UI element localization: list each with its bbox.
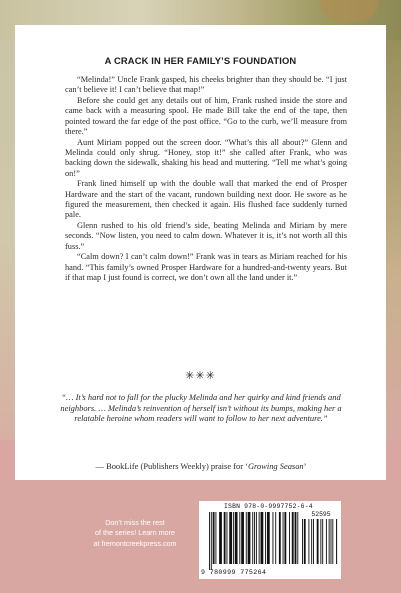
right-photo-band <box>386 40 401 440</box>
isbn-label: ISBN 978-0-9997752-6-4 <box>224 503 313 510</box>
barcode-bar <box>302 519 303 564</box>
barcode-bar <box>252 512 253 564</box>
barcode-bar <box>209 512 210 570</box>
barcode-bar <box>308 519 309 564</box>
barcode-bar <box>248 512 251 564</box>
section-divider: ✳✳✳ <box>185 370 216 382</box>
barcode-bar <box>297 512 298 564</box>
ean-digits: 9 780999 775264 <box>201 569 267 576</box>
review-credit <box>51 461 351 471</box>
excerpt-paragraph: Before she could get any details out of him, Frank rushed inside the store and came back with a measuring spool. He made Bill take the end of the tape, then pointed toward the far edge of the post office. “Go to the curb, we’ll measure from there.” <box>65 95 347 137</box>
barcode-bar <box>313 519 314 564</box>
barcode-bar <box>261 512 264 564</box>
barcode-bar <box>226 512 227 564</box>
barcode-bar <box>211 512 212 570</box>
barcode-bar <box>289 512 290 564</box>
promo-line: of the series! Learn more <box>95 528 175 538</box>
barcode-bar <box>331 519 332 564</box>
barcode-bar <box>219 512 222 564</box>
excerpt-paragraph: Frank lined himself up with the double wall that marked the end of Prosper Hardware and the start of the vacant, rundown building next door. He swore as he figured the measurement, then checked it again. His flushed face suddenly turned pale. <box>65 179 347 220</box>
barcode-bar <box>322 519 323 564</box>
barcode-bar <box>215 512 216 564</box>
barcode-bar <box>246 512 247 564</box>
ean-barcode-bars <box>209 512 301 570</box>
barcode-bar <box>317 519 319 564</box>
review-quote: “… It’s hard not to fall for the plucky Melinda and her quirky and kind friends and neighbors. … Melinda’s reinvention of herself isn’t without its bumps, making her a relatable heroine whom readers will want to follow to her next adventure.” <box>60 392 342 423</box>
barcode-bar <box>311 519 312 564</box>
credit-suffix: ’ <box>303 461 307 471</box>
barcode-bar <box>304 519 306 564</box>
barcode-bar <box>213 512 215 564</box>
barcode-bar <box>235 512 238 564</box>
barcode-bar <box>265 512 266 564</box>
left-photo-band <box>0 40 15 440</box>
barcode-addon-digits: 52595 <box>311 511 331 518</box>
barcode-bar <box>259 512 260 564</box>
barcode-bar <box>336 519 337 564</box>
promo-line: at fremontcreekpress.com <box>93 538 177 548</box>
addon-barcode-bars <box>302 519 338 570</box>
excerpt-heading: A CRACK IN HER FAMILY’S FOUNDATION <box>104 55 297 66</box>
barcode-bar <box>254 512 255 564</box>
barcode-bar <box>283 512 284 564</box>
barcode-bar <box>241 512 244 564</box>
barcode-bar <box>233 512 234 564</box>
photo-leaf <box>319 0 379 22</box>
barcode-bar <box>295 512 297 564</box>
back-cover-panel <box>15 25 386 480</box>
excerpt-paragraph: “Calm down? I can’t calm down!” Frank was in tears as Miriam reached for his hand. “This family’s owned Prosper Hardware for a hundred-and-twenty years. But if that map I just found is correct, we don’t own all the land under it.” <box>65 252 347 283</box>
barcode-bar <box>256 512 257 564</box>
barcode-bar <box>332 519 333 564</box>
excerpt-body <box>65 75 347 283</box>
isbn-barcode <box>199 501 341 579</box>
barcode-bar <box>224 512 226 564</box>
credit-book-title: Growing Season <box>247 461 304 471</box>
credit-prefix: — BookLife (Publishers Weekly) praise for ‘ <box>95 461 248 471</box>
barcode-bar <box>275 512 276 564</box>
barcode-bar <box>239 512 240 564</box>
series-promo <box>75 518 195 549</box>
barcode-bar <box>292 512 294 564</box>
excerpt-paragraph: “Melinda!” Uncle Frank gasped, his cheeks brighter than they should be. “I just can’t believe it! I can’t believe that map!” <box>65 75 347 95</box>
barcode-bar <box>279 512 281 564</box>
barcode-bar <box>320 519 321 564</box>
barcode-bar <box>272 512 273 564</box>
excerpt-paragraph: Glenn rushed to his old friend’s side, beating Melinda and Miriam by mere seconds. “Now listen, you need to calm down. Whatever it is, it’s not worth all this fuss.” <box>65 220 347 251</box>
barcode-bar <box>329 519 330 564</box>
barcode-bar <box>284 512 286 564</box>
barcode-bar <box>267 512 270 564</box>
barcode-bar <box>326 519 327 564</box>
promo-line: Don’t miss the rest <box>105 518 165 527</box>
excerpt-paragraph: Aunt Miriam popped out the screen door. “What’s this all about?” Glenn and Melinda could only shrug. “Honey, stop it!” she called after Frank, who was backing down the sidewalk, shaking his head and muttering. “Tell me what’s going on!” <box>65 137 347 178</box>
barcode-bar <box>229 512 232 564</box>
